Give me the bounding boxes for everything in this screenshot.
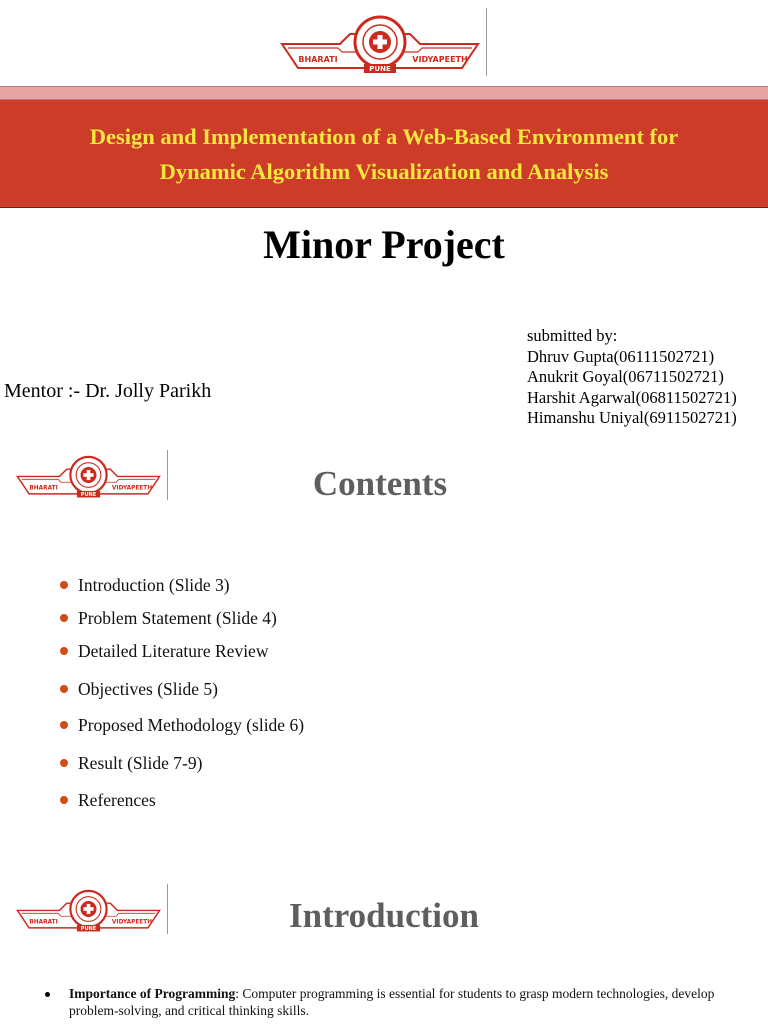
bullet-dot-icon: [60, 721, 68, 729]
project-title-line2: Dynamic Algorithm Visualization and Analysis: [159, 158, 609, 184]
bullet-dot-icon: [60, 614, 68, 622]
university-logo: [280, 8, 487, 76]
team-member: Harshit Agarwal(06811502721): [527, 387, 737, 407]
logo-right-text: VIDYAPEETH: [111, 485, 153, 492]
logo-right-text: VIDYAPEETH: [111, 919, 153, 926]
logo-left-text: BHARATI: [29, 919, 58, 926]
bullet-dot-icon: [60, 796, 68, 804]
contents-heading: Contents: [312, 464, 448, 503]
bullet-dot-icon: [60, 759, 68, 767]
logo-right-text: VIDYAPEETH: [412, 55, 468, 64]
project-title-band: [0, 100, 768, 208]
submitted-by-block: [527, 326, 737, 429]
title-slide: [0, 0, 768, 440]
bullet-dot-icon: [45, 992, 50, 997]
decorative-strip: [0, 86, 768, 100]
project-title-line1: Design and Implementation of a Web-Based Environment for: [89, 123, 679, 149]
logo-bottom-text: PUNE: [80, 926, 97, 933]
team-member: Dhruv Gupta(06111502721): [527, 346, 715, 366]
team-member: Anukrit Goyal(06711502721): [527, 367, 724, 386]
point-term: Importance of Programming: [69, 986, 236, 1001]
introduction-slide: [0, 872, 768, 1024]
mentor-label: Mentor :- Dr. Jolly Parikh: [4, 380, 212, 402]
bullet-dot-icon: [60, 581, 68, 589]
logo-left-text: BHARATI: [298, 55, 338, 64]
team-member: Himanshu Uniyal(6911502721): [527, 408, 737, 427]
submitted-by-label: submitted by:: [527, 326, 618, 345]
point-text: : Computer programming is essential for students to grasp modern technologies, develop problem-solving, and critical thinking skills.: [69, 986, 715, 1018]
project-title: [34, 119, 734, 189]
bullet-dot-icon: [60, 647, 68, 655]
logo-bottom-text: PUNE: [369, 65, 391, 73]
logo-bottom-text: PUNE: [80, 492, 97, 499]
list-item: [45, 986, 745, 1019]
bullet-dot-icon: [60, 685, 68, 693]
slide-subtitle: Minor Project: [263, 222, 505, 267]
contents-slide: PUNE BHARATI VIDYAPEETH Contents Introduction (Slide 3) Problem Statement (Slide 4) Detailed Literature Review Objectives (Slide 5) Proposed Methodology (slide 6) Result (Slide 7-9) References: [0, 440, 768, 860]
logo-left-text: BHARATI: [29, 485, 58, 492]
introduction-heading: Introduction: [289, 896, 479, 935]
